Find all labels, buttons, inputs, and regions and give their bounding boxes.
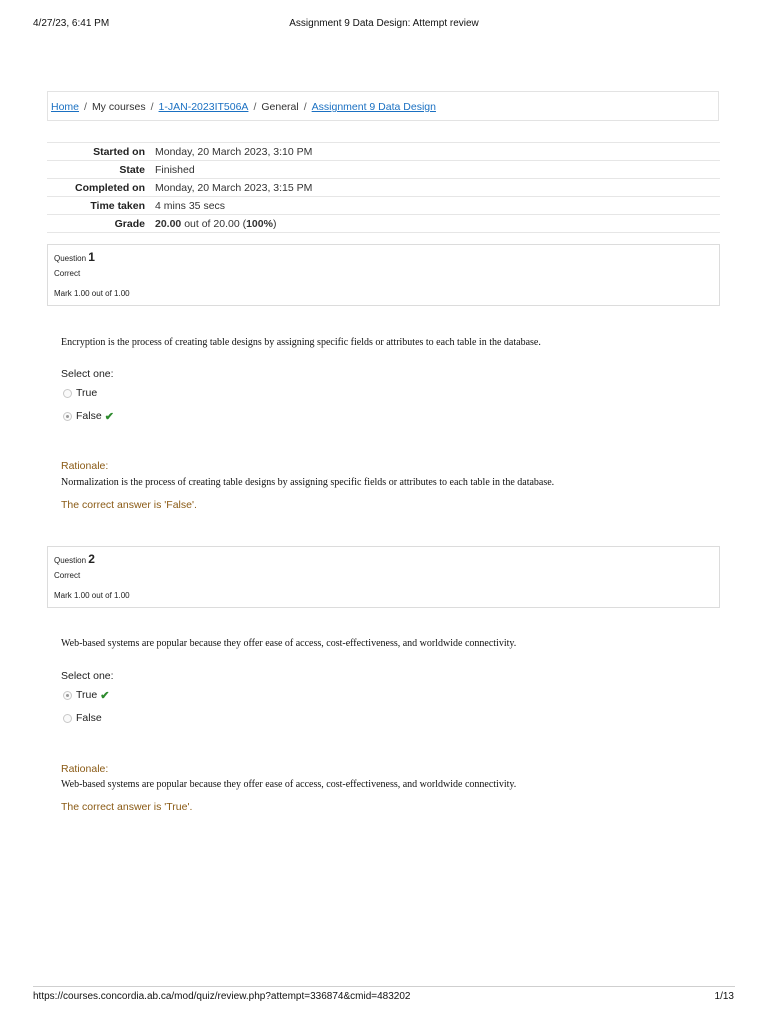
option-label: True [76,689,98,701]
option-false[interactable] [63,711,102,725]
question-info-box [47,546,720,608]
grade-value [155,215,720,233]
breadcrumb-general: General [261,101,299,113]
summary-row [47,161,720,179]
option-false[interactable] [63,409,114,423]
breadcrumb-home-link[interactable]: Home [51,101,80,113]
option-label: False [76,410,102,422]
select-one-label: Select one: [61,368,114,380]
question-state: Correct [54,269,81,278]
breadcrumb-separator: / [150,101,154,113]
summary-label: Started on [47,143,155,161]
breadcrumb-my-courses: My courses [91,101,146,113]
grade-out-of: out of 20.00 ( [181,217,247,230]
print-footer [0,991,768,1005]
question-info-box [47,244,720,306]
print-date: 4/27/23, 6:41 PM [33,18,110,29]
question-number [54,552,95,566]
question-text: Web-based systems are popular because they offer ease of access, cost-effectiveness, and worldwide connectivity. [61,638,517,649]
question-number-value: 1 [88,250,95,264]
breadcrumb-separator: / [84,101,87,113]
summary-row [47,179,720,197]
correct-answer: The correct answer is 'True'. [61,801,193,813]
grade-score: 20.00 [155,217,182,230]
question-state: Correct [54,571,81,580]
select-one-label: Select one: [61,670,114,682]
summary-label: Grade [47,215,155,233]
summary-value: Finished [155,161,720,179]
grade-percent: 100% [246,217,273,230]
breadcrumb-course-link[interactable]: 1-JAN-2023IT506A [158,101,249,113]
grade-close: ) [272,217,277,230]
question-label: Question [54,254,87,263]
radio-button-selected[interactable] [63,412,72,421]
option-true[interactable] [63,688,109,702]
question-text: Encryption is the process of creating table designs by assigning specific fields or attributes to each table in the database. [61,337,541,348]
option-true[interactable] [63,386,97,400]
footer-divider [33,986,735,987]
summary-value: Monday, 20 March 2023, 3:10 PM [155,143,720,161]
rationale-text: Normalization is the process of creating table designs by assigning specific fields or attributes to each table in the database. [61,477,555,488]
radio-button[interactable] [63,389,72,398]
question-mark: Mark 1.00 out of 1.00 [54,289,130,298]
breadcrumb-separator: / [303,101,307,113]
attempt-summary-table [47,142,720,233]
breadcrumb-separator: / [253,101,257,113]
question-number [54,250,95,264]
radio-button-selected[interactable] [63,691,72,700]
print-url: https://courses.concordia.ab.ca/mod/quiz/review.php?attempt=336874&cmid=483202 [33,991,411,1002]
summary-row [47,215,720,233]
question-label: Question [54,556,87,565]
check-icon: ✔ [104,410,114,423]
radio-button[interactable] [63,714,72,723]
breadcrumb [47,91,719,121]
rationale-label: Rationale: [61,460,109,472]
summary-row [47,197,720,215]
correct-answer: The correct answer is 'False'. [61,499,197,511]
summary-label: Time taken [47,197,155,215]
page-number: 1/13 [714,991,734,1002]
option-label: True [76,387,98,399]
breadcrumb-assignment-link[interactable]: Assignment 9 Data Design [311,101,436,113]
summary-row [47,143,720,161]
question-number-value: 2 [88,552,95,566]
rationale-label: Rationale: [61,763,109,775]
option-label: False [76,712,102,724]
print-header [0,18,768,32]
summary-value: Monday, 20 March 2023, 3:15 PM [155,179,720,197]
summary-label: State [47,161,155,179]
summary-label: Completed on [47,179,155,197]
question-mark: Mark 1.00 out of 1.00 [54,591,130,600]
rationale-text: Web-based systems are popular because they offer ease of access, cost-effectiveness, and worldwide connectivity. [61,779,517,790]
summary-value: 4 mins 35 secs [155,197,720,215]
check-icon: ✔ [100,689,110,702]
print-title: Assignment 9 Data Design: Attempt review [289,18,479,29]
